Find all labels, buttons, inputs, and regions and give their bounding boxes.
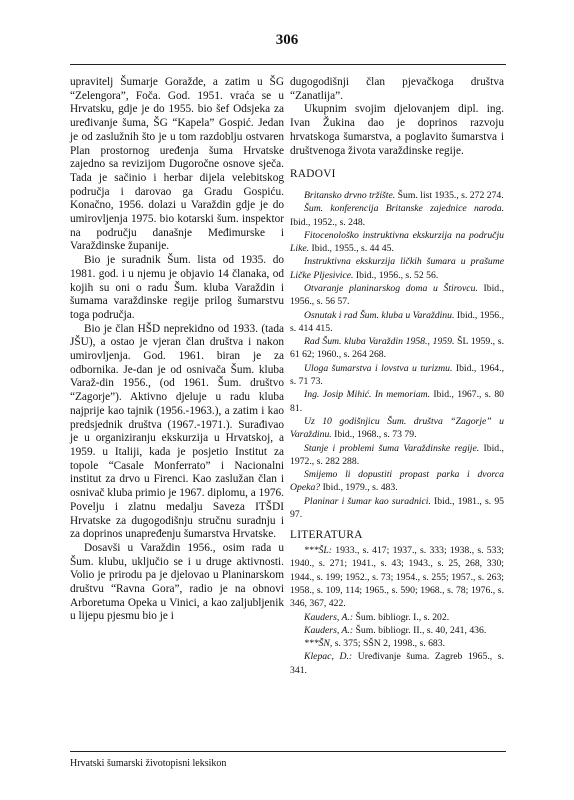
- radovi-entry: Šum. konferencija Britanske zajednice naroda. Ibid., 1952., s. 248.: [290, 203, 504, 228]
- left-paragraph-3: Bio je član HŠD neprekidno od 1933. (tada JŠU), a ostao je vjeran član društva i nakon umirovljenja. God. 1961. biran je za odbornika. Je-dan je od osnivača Šum. kluba Varaž-din 1956., (od 1961. Šum. društvo “Zagorje”). Aktivno djeluje u radu kluba najprije kao tajnik (1956.-1963.), a zatim i kao predsjednik društva (1967.-1971.). Surađivao je u organiziranju ekskurzija u Hrvatskoj, a 1959. u Italiji, kada je posjetio Institut za topole “Casale Monferrato” i Nacionalni institut za drvo u Firenci. Kao zaslužan član i osnivač kluba primio je 1967. diplomu, a 1976. Povelju i zlatnu medalju Saveza ITŠDI Hrvatske za dugogodišnju stručnu suradnju i za doprinos unapređenju šumarstva Hrvatske.: [70, 322, 284, 541]
- radovi-list: [290, 189, 504, 521]
- radovi-entry: Uloga šumarstva i lovstva u turizmu. Ibid., 1964., s. 71 73.: [290, 362, 504, 388]
- radovi-entry: Stanje i problemi šuma Varaždinske regije. Ibid., 1972., s. 282 288.: [290, 442, 504, 467]
- literatura-entry: ***ŠL: 1933., s. 417; 1937., s. 333; 1938., s. 533; 1940., s. 271; 1941., s. 43; 1943., s. 25, 268, 330; 1944., s. 199; 1952., s. 73; 1954., s. 255; 1957., s. 263; 1958., s. 109, 114; 1965., s. 590; 1968., s. 78; 1976., s. 346, 367, 422.: [290, 545, 504, 610]
- running-footer: Hrvatski šumarski životopisni leksikon: [70, 758, 227, 769]
- literatura-entry: Kauders, A.: Šum. bibliogr. I., s. 202.: [304, 611, 450, 623]
- radovi-entry: Rad Šum. kluba Varaždin 1958., 1959. ŠL 1959., s. 61 62; 1960., s. 264 268.: [290, 336, 505, 361]
- radovi-entry: Smijemo li dopustiti propast parka i dvorca Opeka? Ibid., 1979., s. 483.: [290, 469, 504, 494]
- radovi-entry: Britansko drvno tržište. Šum. list 1935., s. 272 274.: [304, 189, 504, 201]
- right-paragraph-2: Ukupnim svojim djelovanjem dipl. ing. Ivan Žukina dao je doprinos razvoju hrvatskoga šumarstva, a poglavito šumarstva i društvenoga života varaždinske regije.: [290, 103, 504, 157]
- left-paragraph-4: Dosavši u Varaždin 1956., osim rada u Šum. klubu, uključio se i u druge aktivnosti. Volio je prirodu pa je djelovao u Planinarskom društvu “Ravna Gora”, radio je na obnovi Arboretuma Opeka u Vinici, a kao zaljubljenik u lijepu pjesmu bio je i: [70, 541, 284, 623]
- radovi-entry: Otvaranje planinarskog doma u Štirovcu. Ibid., 1956., s. 56 57.: [290, 283, 504, 308]
- radovi-heading: RADOVI: [290, 168, 336, 181]
- page-number: 306: [275, 32, 299, 48]
- right-column: [290, 76, 504, 677]
- radovi-entry: Uz 10 godišnjicu Šum. društva “Zagorje” u Varaždinu. Ibid., 1968., s. 73 79.: [290, 415, 504, 441]
- literatura-entry: Klepac, D.: Uređivanje šuma. Zagreb 1965., s. 341.: [290, 651, 505, 676]
- radovi-entry: Instruktivna ekskurzija ličkih šumara u prašume Ličke Pljesivice. Ibid., 1956., s. 52 56.: [290, 256, 504, 281]
- radovi-entry: Fitocenološko instruktivna ekskurzija na području Like. Ibid., 1955., s. 44 45.: [290, 229, 504, 255]
- top-rule: [70, 64, 506, 65]
- right-paragraph-1: dugogodišnji član pjevačkoga društva “Zanatlija”.: [290, 76, 504, 102]
- literatura-entry: ***ŠN, s. 375; SŠN 2, 1998., s. 683.: [304, 638, 446, 650]
- left-paragraph-2: Bio je suradnik Šum. lista od 1935. do 1981. god. i u njemu je objavio 14 članaka, od kojih su oni o radu Šum. kluba Varaždin i šumama varaždinske regije prilog šumarstvu toga područja.: [70, 254, 284, 321]
- literatura-entry: Kauders, A.: Šum. bibliogr. II., s. 40, 241, 436.: [304, 624, 487, 636]
- radovi-entry: Osnutak i rad Šum. kluba u Varaždinu. Ibid., 1956., s. 414 415.: [290, 309, 504, 334]
- bottom-rule: [70, 751, 506, 752]
- literatura-list: [290, 544, 504, 677]
- radovi-entry: Planinar i šumar kao suradnici. Ibid., 1981., s. 95 97.: [290, 495, 505, 521]
- left-column: [70, 76, 284, 624]
- left-paragraph-1: upravitelj Šumarje Goražde, a zatim u ŠG “Zelengora”, Foča. God. 1951. vraća se u Hrvatsku, gdje je do 1955. bio šef Odsjeka za uređivanje šuma, ŠG “Kapela” Gospić. Jedan je od zaslužnih što je u tom razdoblju ostvaren Plan prostornog uređenja šuma Hrvatske zajedno sa revizijom Dugoročne osnove sječa. Tada je sačinio i herbar dijela velebitskog područja i darovao ga Gradu Gospiću. Konačno, 1956. dolazi u Varaždin gdje je do umirovljenja 1975. bio kotarski šum. inspektor na području današnje Međimurske i Varaždinske županije.: [70, 76, 284, 253]
- literatura-heading: LITERATURA: [290, 529, 363, 542]
- radovi-entry: Ing. Josip Mihić. In memoriam. Ibid., 1967., s. 80 81.: [290, 389, 504, 414]
